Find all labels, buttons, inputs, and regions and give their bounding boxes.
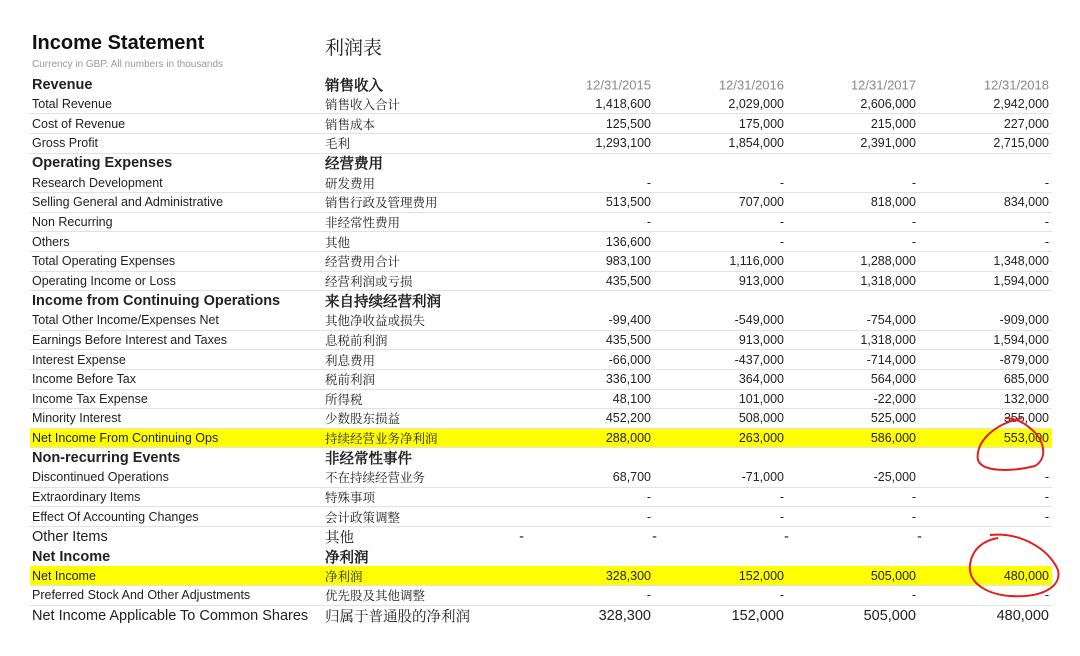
cell-value: - — [779, 214, 784, 229]
row-label: Net Income Applicable To Common Shares — [32, 607, 309, 624]
cell-value: 452,200 — [605, 411, 651, 426]
row-label-cn: 经营利润或亏损 — [325, 274, 413, 289]
cell-value: - — [911, 509, 916, 524]
row-label-cn: 优先股及其他调整 — [325, 589, 426, 604]
row-label-cn: 税前利润 — [325, 373, 376, 388]
table-row — [30, 586, 1052, 606]
table-row — [30, 390, 1052, 410]
cell-value: 328,300 — [598, 607, 651, 624]
cell-value: - — [784, 528, 789, 545]
cell-value: - — [779, 509, 784, 524]
table-row — [30, 409, 1052, 429]
row-label-cn: 息税前利润 — [325, 333, 388, 348]
cell-value: 505,000 — [870, 568, 916, 583]
column-date: 12/31/2017 — [850, 77, 916, 93]
cell-value: -549,000 — [734, 313, 784, 328]
cell-value: 132,000 — [1003, 391, 1049, 406]
row-label: Total Operating Expenses — [32, 254, 176, 269]
table-row — [30, 193, 1052, 213]
row-label-cn: 经营费用合计 — [325, 255, 401, 270]
table-row — [30, 291, 1052, 311]
table-row — [30, 134, 1052, 154]
cell-value: 1,318,000 — [860, 332, 916, 347]
cell-value: 48,100 — [612, 391, 651, 406]
row-label-cn: 会计政策调整 — [325, 510, 401, 525]
cell-value: 125,500 — [605, 116, 651, 131]
table-row — [30, 527, 1052, 547]
cell-value: 288,000 — [605, 431, 651, 446]
row-label: Earnings Before Interest and Taxes — [32, 332, 228, 347]
cell-value: - — [646, 490, 651, 505]
row-label: Minority Interest — [32, 411, 121, 426]
row-label-cn: 非经常性事件 — [325, 451, 412, 468]
cell-value: -71,000 — [741, 470, 784, 485]
cell-value: -879,000 — [999, 352, 1049, 367]
row-label-cn: 销售收入 — [325, 78, 383, 95]
table-row — [30, 272, 1052, 292]
page-title-cn: 利润表 — [325, 37, 383, 59]
row-label-cn: 少数股东损益 — [325, 412, 401, 427]
cell-value: 553,000 — [1003, 431, 1049, 446]
row-label: Discontinued Operations — [32, 470, 169, 485]
cell-value: -25,000 — [873, 470, 916, 485]
cell-value: - — [911, 175, 916, 190]
cell-value: 175,000 — [738, 116, 784, 131]
cell-value: 435,500 — [605, 273, 651, 288]
table-row — [30, 213, 1052, 233]
row-label: Total Revenue — [32, 96, 112, 111]
cell-value: 505,000 — [863, 607, 916, 624]
row-label-cn: 不在持续经营业务 — [325, 471, 426, 486]
cell-value: - — [1044, 214, 1049, 229]
row-label: Others — [32, 234, 70, 249]
row-label-cn: 经营费用 — [325, 156, 383, 173]
row-label-cn: 归属于普通股的净利润 — [325, 609, 470, 626]
cell-value: 564,000 — [870, 372, 916, 387]
cell-value: - — [646, 509, 651, 524]
row-label-cn: 利息费用 — [325, 353, 376, 368]
table-row — [30, 154, 1052, 174]
row-label: Interest Expense — [32, 352, 126, 367]
row-label-cn: 其他 — [325, 530, 354, 547]
column-date: 12/31/2018 — [983, 77, 1049, 93]
cell-value: -437,000 — [734, 352, 784, 367]
cell-value: 685,000 — [1003, 372, 1049, 387]
cell-value: 983,100 — [605, 254, 651, 269]
table-row — [30, 507, 1052, 527]
cell-value: - — [911, 588, 916, 603]
table-row — [30, 547, 1052, 567]
cell-value: 818,000 — [870, 195, 916, 210]
cell-value: -754,000 — [866, 313, 916, 328]
table-row — [30, 606, 1052, 626]
cell-value: 215,000 — [870, 116, 916, 131]
row-label: Extraordinary Items — [32, 490, 141, 505]
cell-value: 513,500 — [605, 195, 651, 210]
cell-value: - — [1044, 509, 1049, 524]
row-label-cn: 毛利 — [325, 137, 351, 152]
cell-value: - — [911, 490, 916, 505]
table-row — [30, 114, 1052, 134]
cell-value: 1,854,000 — [728, 136, 784, 151]
row-label-cn: 净利润 — [325, 550, 369, 567]
cell-value: 435,500 — [605, 332, 651, 347]
row-label: Operating Expenses — [32, 155, 173, 172]
row-label: Income Before Tax — [32, 372, 136, 387]
cell-value: - — [519, 528, 524, 545]
row-label: Income Tax Expense — [32, 391, 148, 406]
cell-value: - — [1044, 470, 1049, 485]
table-row — [30, 232, 1052, 252]
cell-value: - — [917, 528, 922, 545]
cell-value: - — [652, 528, 657, 545]
cell-value: 586,000 — [870, 431, 916, 446]
table-row — [30, 488, 1052, 508]
cell-value: 227,000 — [1003, 116, 1049, 131]
row-label: Revenue — [32, 76, 93, 93]
cell-value: - — [646, 175, 651, 190]
row-label: Selling General and Administrative — [32, 195, 224, 210]
cell-value: - — [646, 588, 651, 603]
row-label: Cost of Revenue — [32, 116, 126, 131]
table-row — [30, 173, 1052, 193]
table-row — [30, 252, 1052, 272]
row-label: Preferred Stock And Other Adjustments — [32, 588, 251, 603]
cell-value: 336,100 — [605, 372, 651, 387]
row-label: Net Income From Continuing Ops — [32, 431, 219, 446]
row-label: Income from Continuing Operations — [32, 293, 281, 310]
page-title: Income Statement — [32, 32, 205, 54]
cell-value: -714,000 — [866, 352, 916, 367]
cell-value: 364,000 — [738, 372, 784, 387]
cell-value: 355,000 — [1003, 411, 1049, 426]
table-row — [30, 429, 1052, 449]
cell-value: -909,000 — [999, 313, 1049, 328]
cell-value: 525,000 — [870, 411, 916, 426]
cell-value: 707,000 — [738, 195, 784, 210]
row-label-cn: 其他 — [325, 235, 351, 250]
column-date: 12/31/2015 — [585, 77, 651, 93]
table-row — [30, 370, 1052, 390]
cell-value: 1,594,000 — [993, 273, 1049, 288]
cell-value: - — [911, 234, 916, 249]
row-label-cn: 所得税 — [325, 392, 363, 407]
cell-value: 152,000 — [731, 607, 784, 624]
cell-value: 1,293,100 — [595, 136, 651, 151]
cell-value: 2,391,000 — [860, 136, 916, 151]
cell-value: 1,418,600 — [595, 96, 651, 111]
table-row — [30, 468, 1052, 488]
cell-value: 508,000 — [738, 411, 784, 426]
cell-value: - — [779, 490, 784, 505]
cell-value: 1,348,000 — [993, 254, 1049, 269]
row-label-cn: 持续经营业务净利润 — [325, 432, 438, 447]
cell-value: 152,000 — [738, 568, 784, 583]
cell-value: 480,000 — [996, 607, 1049, 624]
cell-value: 2,029,000 — [728, 96, 784, 111]
cell-value: 1,288,000 — [860, 254, 916, 269]
cell-value: 913,000 — [738, 273, 784, 288]
cell-value: 1,594,000 — [993, 332, 1049, 347]
table-row — [30, 448, 1052, 468]
cell-value: 136,600 — [605, 234, 651, 249]
cell-value: 2,606,000 — [860, 96, 916, 111]
row-label: Total Other Income/Expenses Net — [32, 313, 219, 328]
table-row — [30, 311, 1052, 331]
cell-value: - — [779, 175, 784, 190]
row-label: Net Income — [32, 568, 96, 583]
row-label-cn: 特殊事项 — [325, 491, 376, 506]
row-label-cn: 销售成本 — [325, 117, 376, 132]
cell-value: 913,000 — [738, 332, 784, 347]
row-label-cn: 销售行政及管理费用 — [325, 196, 438, 211]
row-label: Research Development — [32, 175, 163, 190]
cell-value: - — [779, 234, 784, 249]
row-label: Effect Of Accounting Changes — [32, 509, 199, 524]
row-label: Net Income — [32, 548, 111, 565]
row-label-cn: 其他净收益或损失 — [325, 314, 426, 329]
table-row — [30, 350, 1052, 370]
row-label: Non-recurring Events — [32, 450, 181, 467]
row-label-cn: 销售收入合计 — [325, 97, 401, 112]
cell-value: 1,318,000 — [860, 273, 916, 288]
row-label-cn: 研发费用 — [325, 176, 376, 191]
row-label-cn: 非经常性费用 — [325, 215, 401, 230]
cell-value: - — [1044, 490, 1049, 505]
cell-value: - — [1044, 588, 1049, 603]
row-label-cn: 净利润 — [325, 569, 363, 584]
row-label: Gross Profit — [32, 136, 98, 151]
cell-value: 68,700 — [612, 470, 651, 485]
table-row — [30, 566, 1052, 586]
cell-value: - — [646, 214, 651, 229]
cell-value: 480,000 — [1003, 568, 1049, 583]
cell-value: - — [911, 214, 916, 229]
row-label-cn: 来自持续经营利润 — [325, 294, 441, 311]
cell-value: 2,715,000 — [993, 136, 1049, 151]
cell-value: -22,000 — [873, 391, 916, 406]
row-label: Other Items — [32, 528, 108, 545]
cell-value: 328,300 — [605, 568, 651, 583]
table-row — [30, 95, 1052, 115]
table-row — [30, 75, 1052, 95]
cell-value: 1,116,000 — [729, 254, 784, 269]
cell-value: -99,400 — [608, 313, 651, 328]
cell-value: -66,000 — [608, 352, 651, 367]
row-label: Operating Income or Loss — [32, 273, 176, 288]
cell-value: - — [779, 588, 784, 603]
currency-note: Currency in GBP. All numbers in thousands — [32, 59, 224, 70]
column-date: 12/31/2016 — [718, 77, 784, 93]
cell-value: 101,000 — [738, 391, 784, 406]
cell-value: - — [1044, 175, 1049, 190]
table-row — [30, 331, 1052, 351]
cell-value: 2,942,000 — [993, 96, 1049, 111]
cell-value: - — [1044, 234, 1049, 249]
cell-value: 263,000 — [738, 431, 784, 446]
income-statement-table — [30, 75, 1052, 625]
row-label: Non Recurring — [32, 214, 113, 229]
cell-value: 834,000 — [1003, 195, 1049, 210]
